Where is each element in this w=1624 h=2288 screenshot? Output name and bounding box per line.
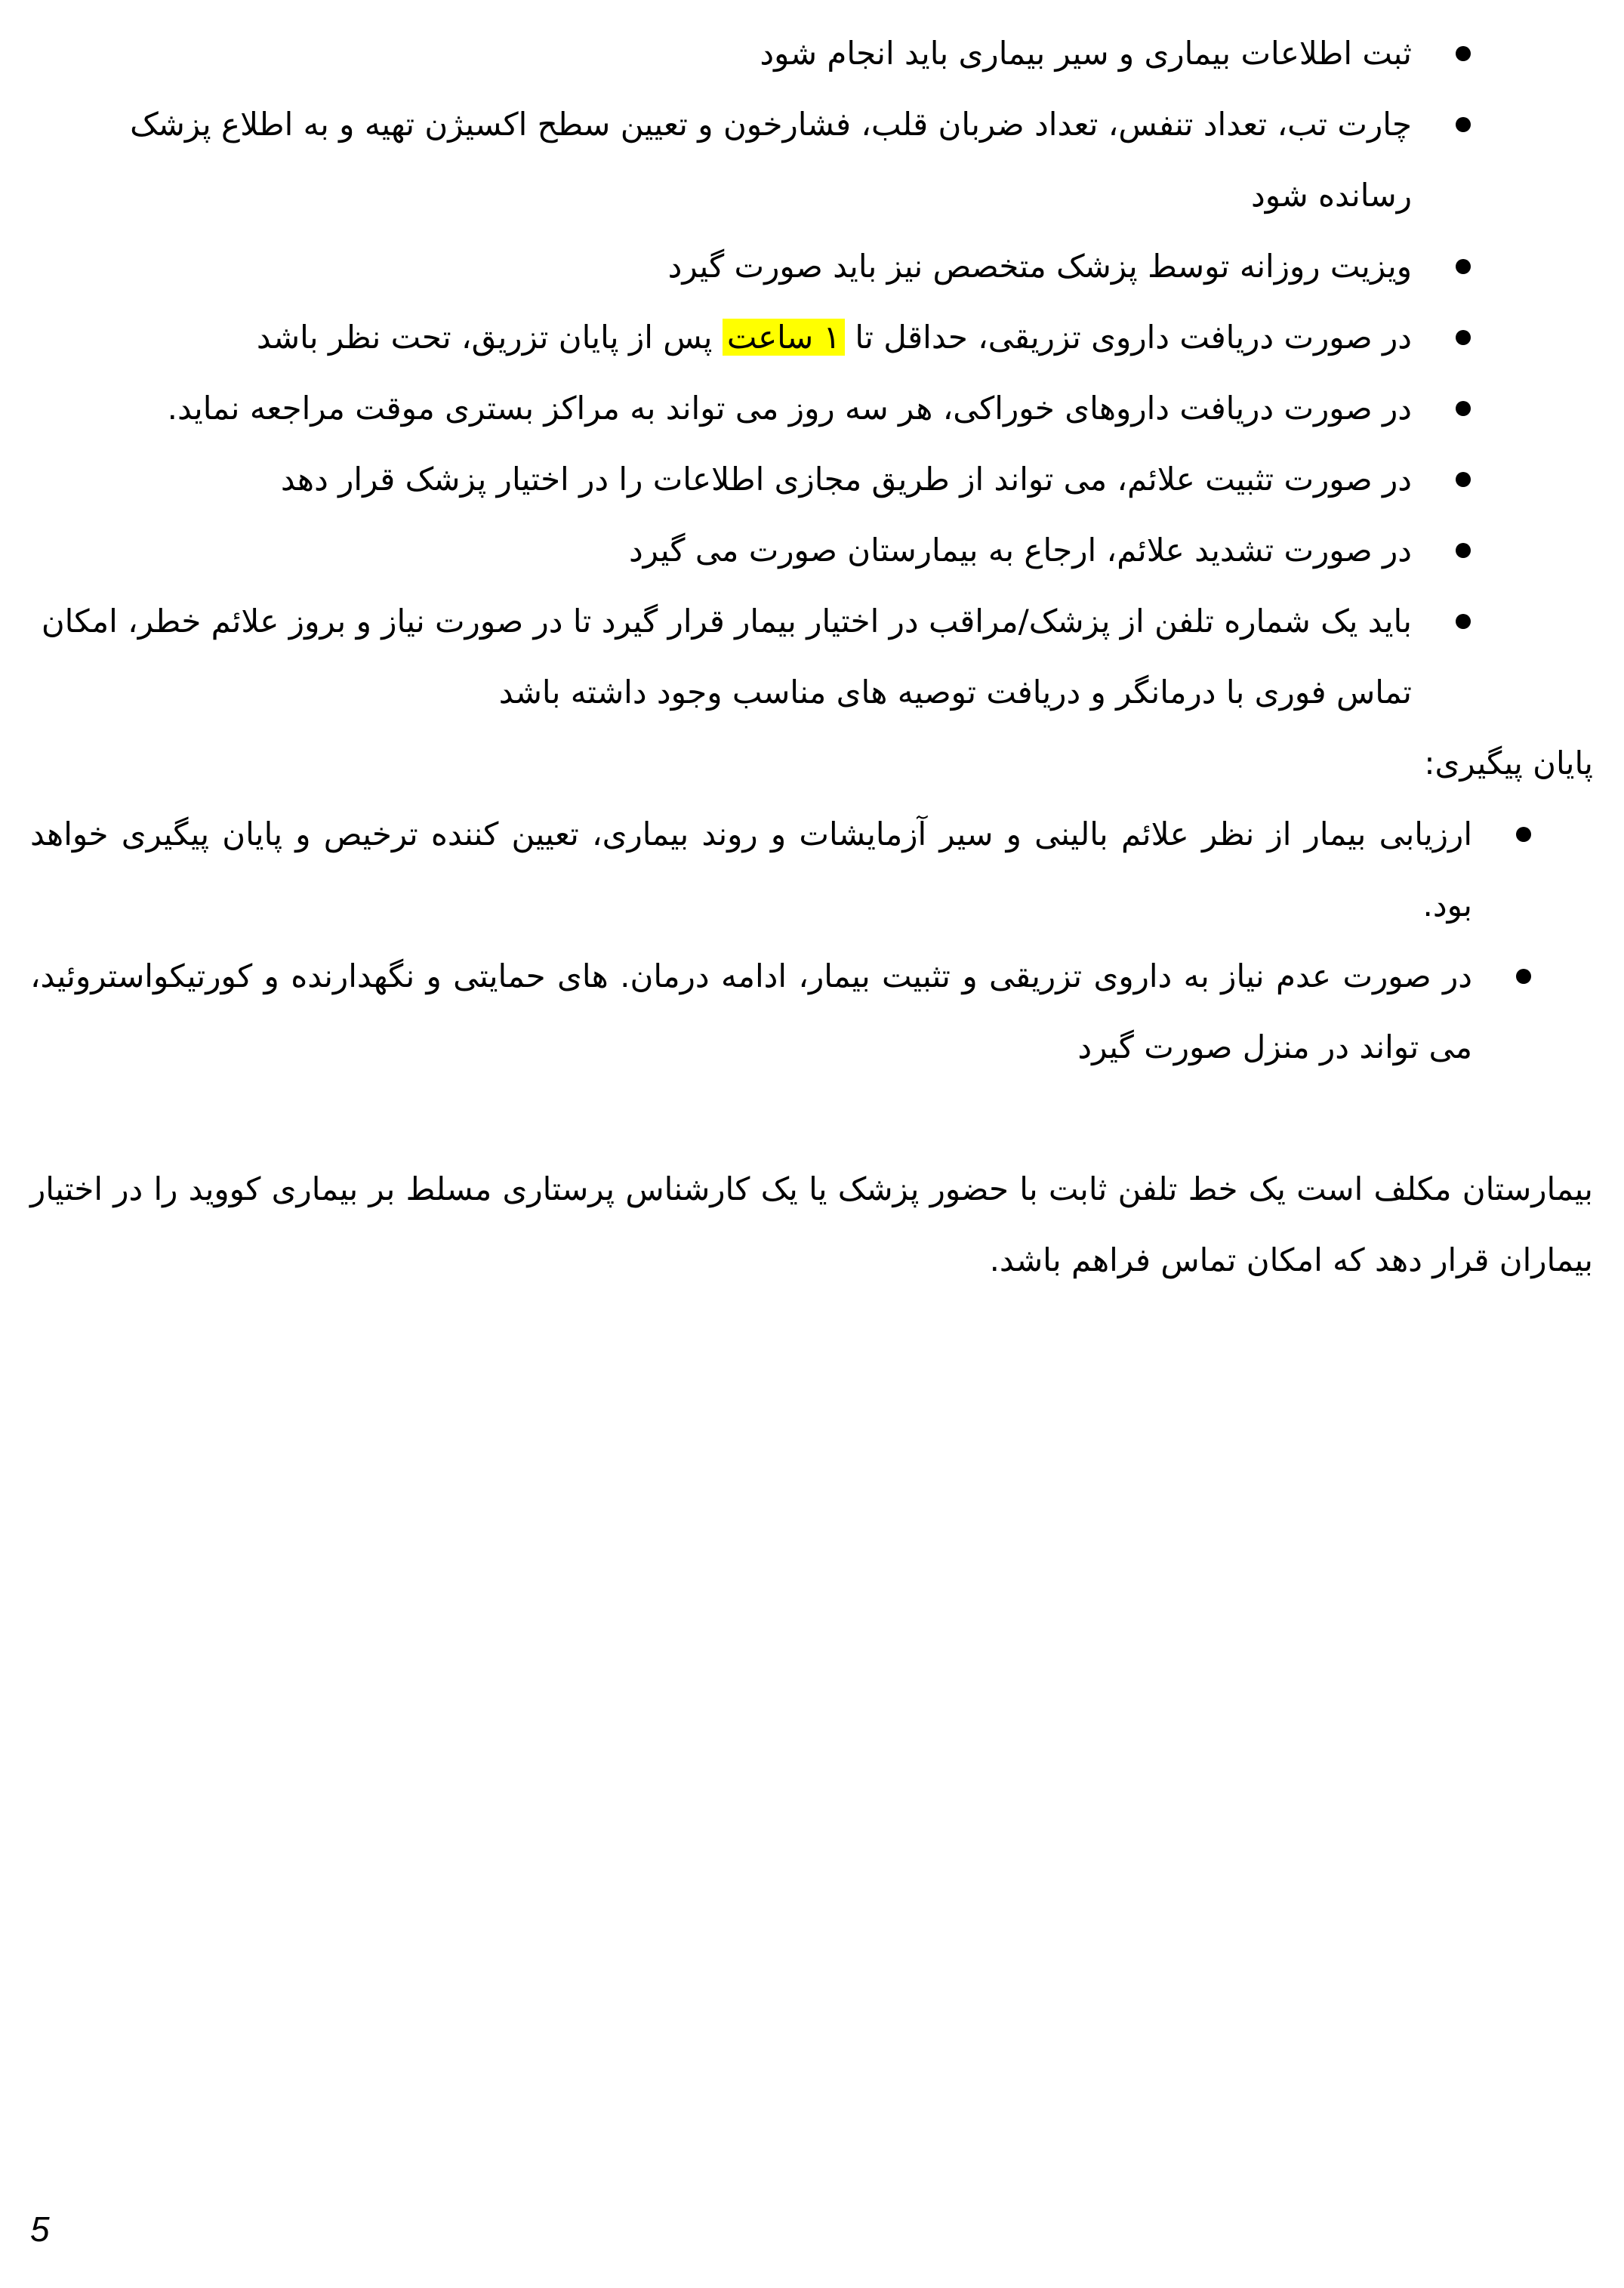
bullet-icon (1456, 259, 1471, 274)
list-item (30, 586, 1593, 728)
list-item-text-after: پس از پایان تزریق، تحت نظر باشد (256, 319, 713, 356)
list-item (30, 444, 1593, 515)
page-number: 5 (30, 2209, 50, 2249)
bullet-icon (1456, 614, 1471, 629)
bullet-icon (1456, 330, 1471, 345)
list-item (30, 231, 1593, 302)
list-item-text: ویزیت روزانه توسط پزشک متخصص نیز باید صورت گیرد (667, 248, 1412, 285)
list-item (30, 373, 1593, 444)
bullet-icon (1516, 827, 1531, 842)
bullet-icon (1456, 46, 1471, 61)
highlighted-duration: ۱ ساعت (723, 319, 845, 356)
list-item-text: باید یک شماره تلفن از پزشک/مراقب در اختیار بیمار قرار گیرد تا در صورت نیاز و بروز علائم خطر، امکان تماس فوری با درمانگر و دریافت توصیه های مناسب وجود داشته باشد (41, 603, 1412, 711)
list-item-text: در صورت تشدید علائم، ارجاع به بیمارستان صورت می گیرد (628, 532, 1412, 569)
bullet-icon (1456, 401, 1471, 416)
bullet-icon (1456, 472, 1471, 487)
list-item-text: ثبت اطلاعات بیماری و سیر بیماری باید انجام شود (760, 35, 1412, 72)
list-item (30, 302, 1593, 373)
list-item-text: در صورت تثبیت علائم، می تواند از طریق مجازی اطلاعات را در اختیار پزشک قرار دهد (280, 461, 1412, 498)
end-of-follow-up-bullet-list (30, 799, 1593, 1083)
list-item-text: چارت تب، تعداد تنفس، تعداد ضربان قلب، فشارخون و تعیین سطح اکسیژن تهیه و به اطلاع پزشک رسانده شود (130, 106, 1412, 214)
list-item (30, 799, 1593, 941)
section-heading: پایان پیگیری: (1424, 745, 1593, 782)
follow-up-bullet-list (30, 18, 1593, 728)
bullet-icon (1516, 969, 1531, 984)
list-item (30, 515, 1593, 586)
bullet-icon (1456, 543, 1471, 558)
list-item-text: در صورت دریافت داروهای خوراکی، هر سه روز می تواند به مراکز بستری موقت مراجعه نماید. (167, 390, 1412, 427)
list-item-text-before: در صورت دریافت داروی تزریقی، حداقل تا (855, 319, 1412, 356)
page-content (30, 18, 1593, 1296)
list-item-text: در صورت عدم نیاز به داروی تزریقی و تثبیت بیمار، ادامه درمان. های حمایتی و نگهدارنده و کورتیکواستروئید، می تواند در منزل صورت گیرد (30, 957, 1472, 1065)
list-item (30, 941, 1593, 1083)
list-item (30, 18, 1593, 89)
list-item-text (30, 302, 1412, 373)
bullet-icon (1456, 117, 1471, 132)
list-item (30, 89, 1593, 231)
hospital-hotline-paragraph: بیمارستان مکلف است یک خط تلفن ثابت با حضور پزشک یا یک کارشناس پرستاری مسلط بر بیماری کووید را در اختیار بیماران قرار دهد که امکان تماس فراهم باشد. (30, 1170, 1593, 1278)
list-item-text: ارزیابی بیمار از نظر علائم بالینی و سیر آزمایشات و روند بیماری، تعیین کننده ترخیص و پایان پیگیری خواهد بود. (30, 816, 1472, 924)
